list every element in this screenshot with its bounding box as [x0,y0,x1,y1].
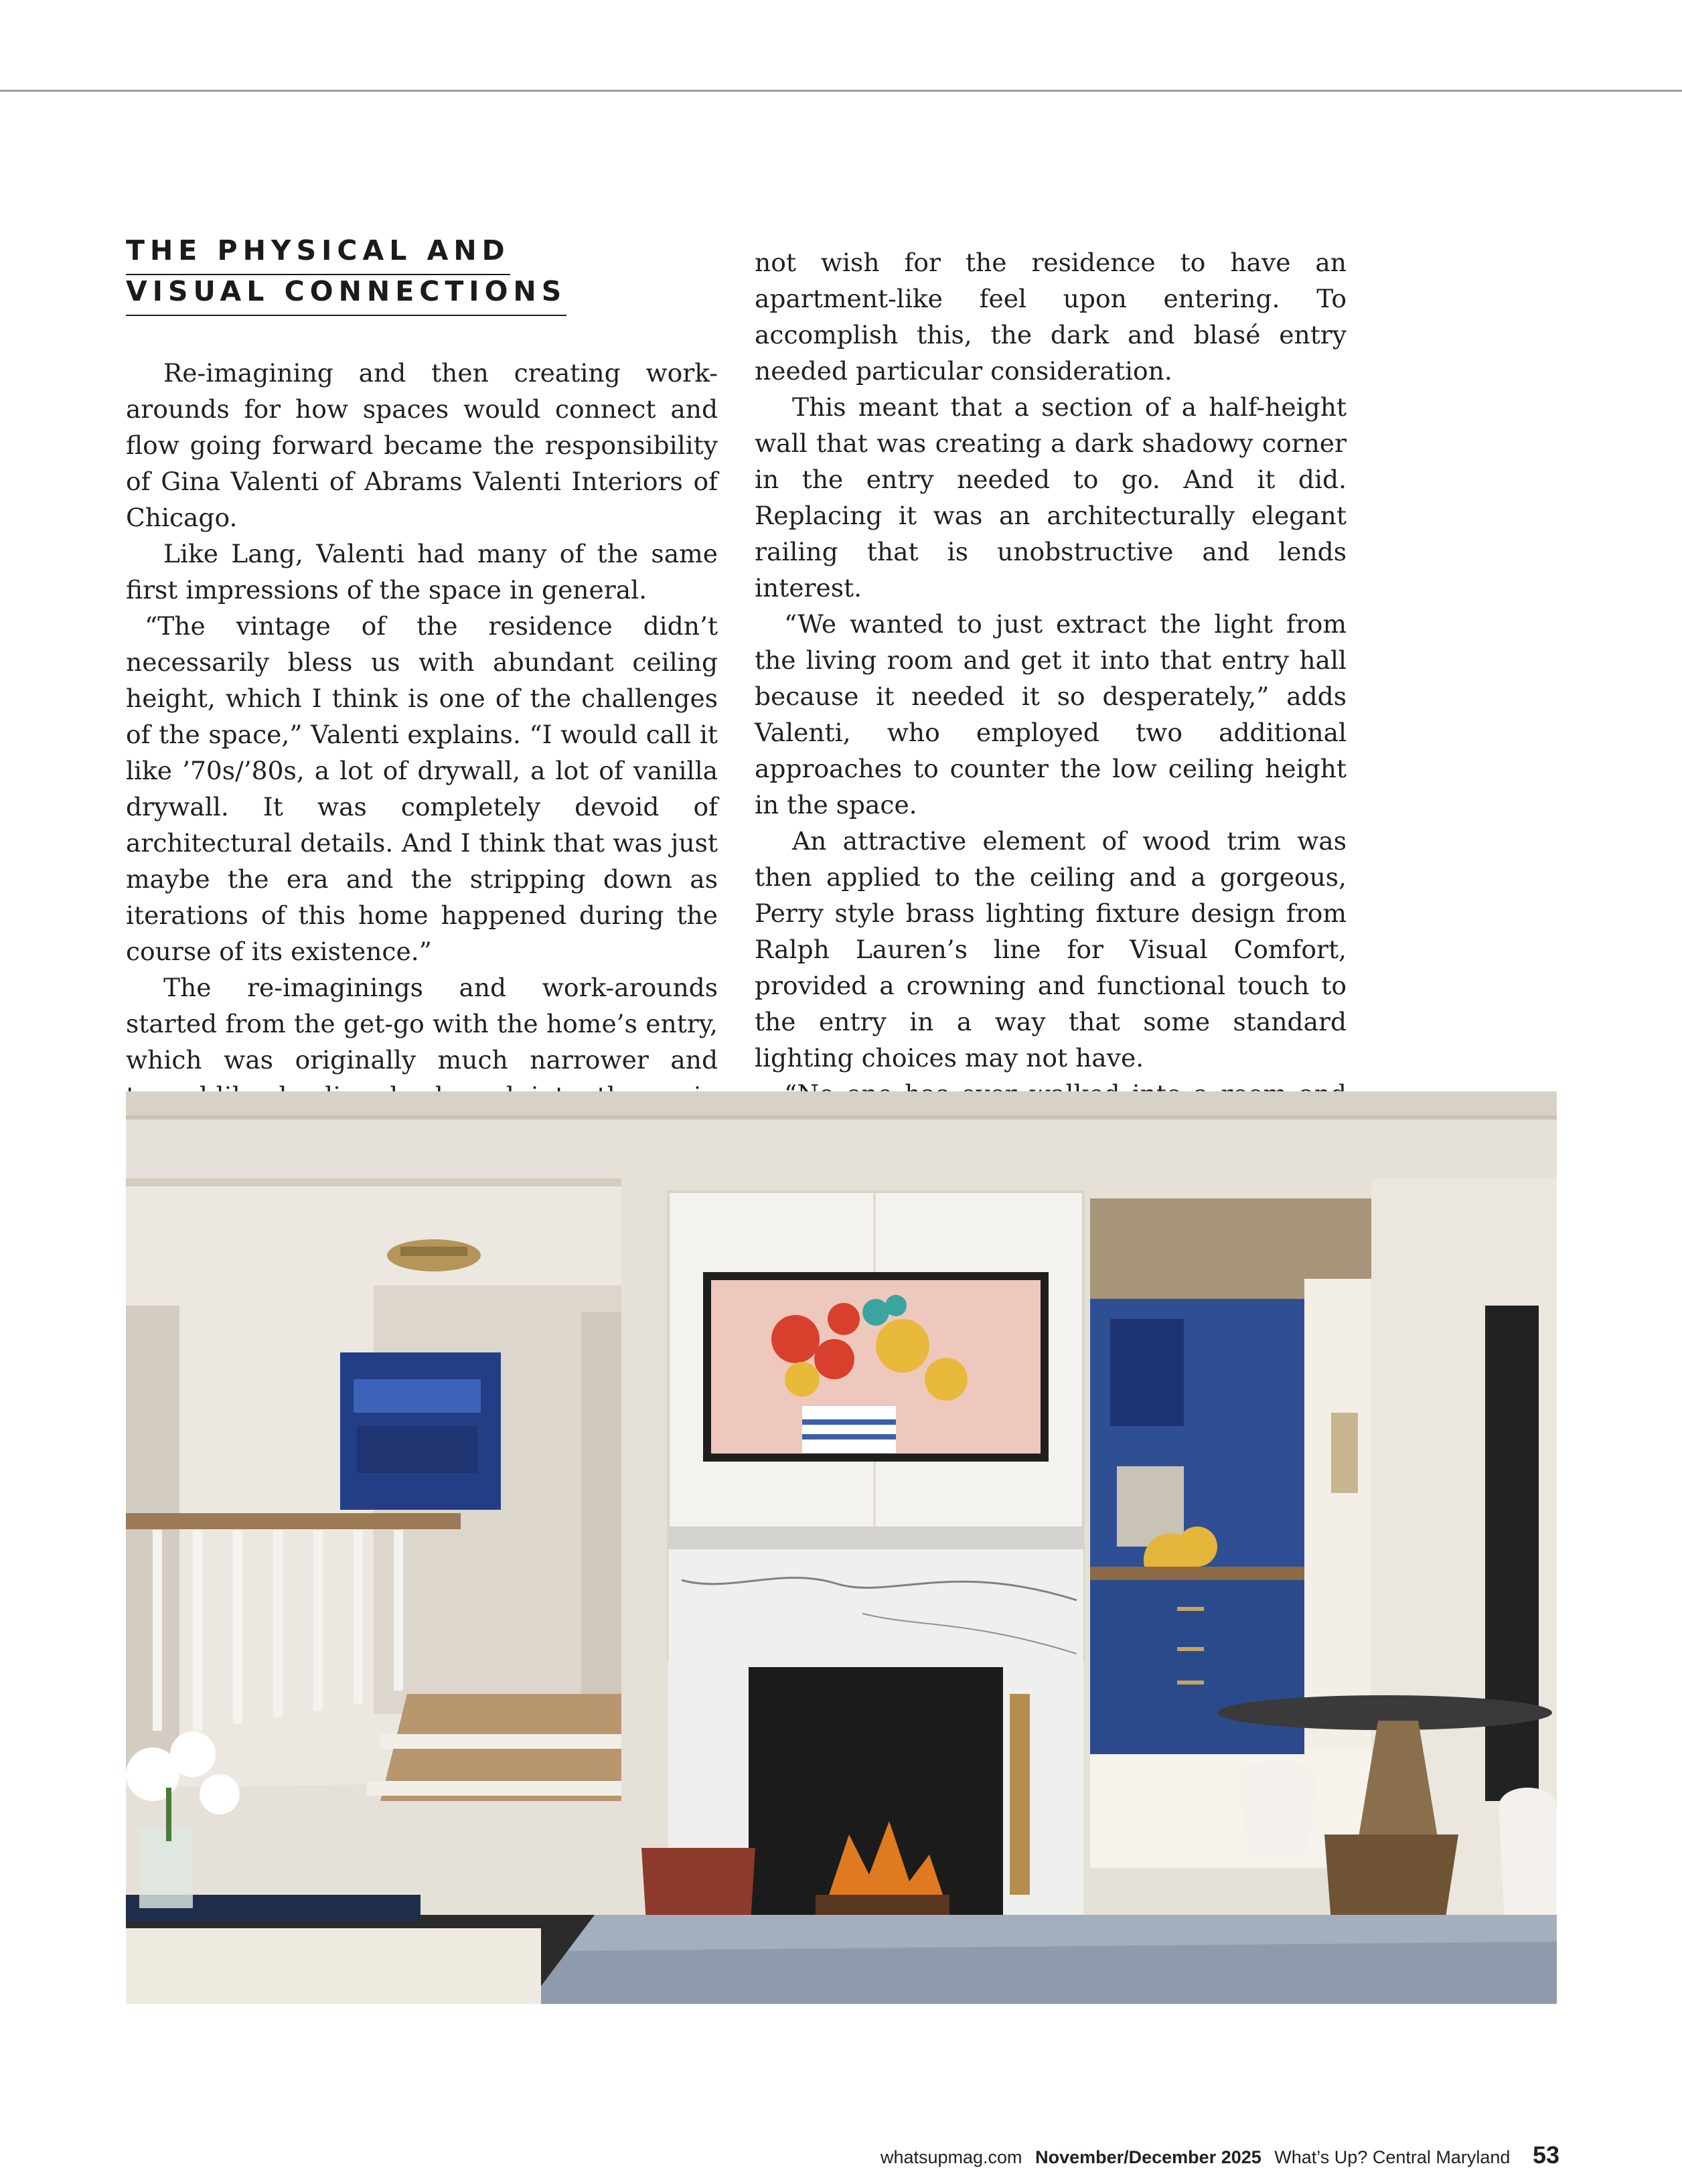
footer-issue: November/December 2025 [1035,2147,1262,2167]
paragraph: “The vintage of the residence didn’t necessarily bless us with abundant ceiling height, which I think is one of the challenges of the space,” Valenti explains. “I would call it like ’70s/’80s, a lot of drywall, a lot of vanilla drywall. It was completely devoid of architectural details. And I think that was just maybe the era and the stripping down as iterations of this home happened during the course of its existence.” [126,611,718,966]
right-text-column [755,244,1347,1221]
paragraph: Like Lang, Valenti had many of the same first impressions of the space in general. [126,539,718,605]
footer-site: whatsupmag.com [880,2147,1022,2167]
paragraph: Re-imagining and then creating work-arounds for how spaces would connect and flow going forward became the responsibility of Gina Valenti of Abrams Valenti Interiors of Chicago. [126,358,718,532]
section-heading-line-1: THE PHYSICAL AND [126,234,510,275]
living-room-fireplace-photo [126,1091,1557,2004]
paragraph: “We wanted to just extract the light from the living room and get it into that entry hall because it needed it so desperately,” adds Valenti, who employed two additional approaches to counter the low ceiling height in the space. [755,609,1347,820]
page-footer [881,2141,1559,2169]
section-heading [126,234,567,316]
paragraph: The re-imaginings and work-arounds started from the get-go with the home’s entry, which was originally much narrower and [126,973,718,1075]
paragraph: not wish for the residence to have an apartment-like feel upon entering. To accomplish this, the dark and blasé entry needed particular consideration. [755,248,1347,386]
left-text-column [126,355,718,1150]
paragraph: This meant that a section of a half-height wall that was creating a dark shadowy corner in the entry needed to go. And it did. Replacing it was an architecturally elegant railing that is unobstructive and lends interest. [755,392,1347,603]
section-heading-line-2: VISUAL CONNECTIONS [126,275,566,316]
page-number: 53 [1532,2141,1559,2169]
paragraph: An attractive element of wood trim was then applied to the ceiling and a gorgeous, Perry style brass lighting fixture design from Ralph Lauren’s line for Visual Comfort, provided a crowning and functional touch to the entry in a way that some standard lighting choices may not have. [755,826,1347,1073]
header-rule [0,90,1682,92]
footer-magazine: What’s Up? Central Maryland [1274,2147,1511,2167]
